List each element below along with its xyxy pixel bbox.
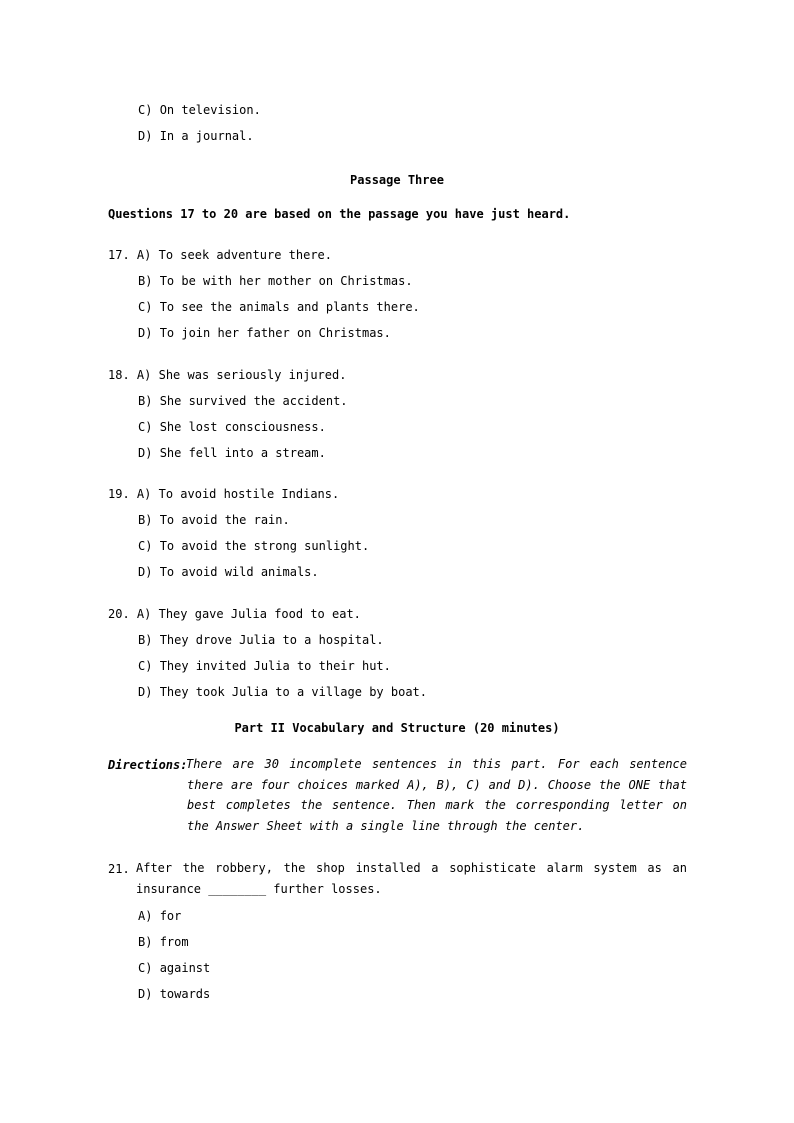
question-21-option-d [138,986,210,1002]
question-number: 17. [108,248,130,262]
option-text: They gave Julia food to eat. [158,607,361,621]
option-text: To avoid the strong sunlight. [159,539,370,553]
question-21-option-b [138,934,189,950]
option-letter: C) [138,300,153,314]
question-17 [108,247,332,263]
option-letter: B) [138,513,153,527]
option-prev-c [138,102,261,118]
question-17-option-b [138,273,413,289]
option-letter: B) [138,633,153,647]
option-text: They drove Julia to a hospital. [159,633,384,647]
option-letter: C) [138,539,153,553]
option-text: To seek adventure there. [158,248,332,262]
option-text: They took Julia to a village by boat. [159,685,427,699]
question-21-option-c [138,960,210,976]
option-letter: D) [138,565,153,579]
option-text: She was seriously injured. [158,368,347,382]
question-number: 19. [108,487,130,501]
option-letter: B) [138,394,153,408]
question-19 [108,486,339,502]
option-letter: D) [138,129,153,143]
option-text: To be with her mother on Christmas. [159,274,413,288]
question-18 [108,367,346,383]
question-17-option-c [138,299,420,315]
question-21-number: 21. [108,862,130,876]
question-19-option-b [138,512,290,528]
option-prev-d [138,128,254,144]
option-text: To avoid the rain. [159,513,290,527]
option-letter: B) [138,935,153,949]
question-20-option-c [138,658,391,674]
option-text: In a journal. [159,129,254,143]
option-letter: A) [136,487,152,501]
option-letter: D) [138,685,153,699]
option-text: To join her father on Christmas. [159,326,391,340]
option-text: To avoid wild animals. [159,565,319,579]
option-text: To avoid hostile Indians. [158,487,340,501]
question-19-option-d [138,564,319,580]
option-text: She lost consciousness. [159,420,326,434]
option-letter: C) [138,103,153,117]
question-number: 20. [108,607,130,621]
question-20-option-d [138,684,427,700]
question-21-option-a [138,908,181,924]
option-text: for [159,909,182,923]
option-letter: C) [138,659,153,673]
option-text: against [159,961,211,975]
option-text: She fell into a stream. [159,446,326,460]
option-letter: D) [138,446,153,460]
option-text: from [159,935,189,949]
question-17-option-d [138,325,391,341]
question-18-option-b [138,393,348,409]
directions-text: There are 30 incomplete sentences in this part. For each sentence there are four choices marked A), B), C) and D). Choose the ONE that best completes the sentence. Then mark the corresponding letter on the Answer Sheet with a single line through the center. [186,757,687,833]
questions-intro: Questions 17 to 20 are based on the passage you have just heard. [108,207,571,221]
option-letter: D) [138,987,153,1001]
option-text: To see the animals and plants there. [159,300,420,314]
option-text: On television. [159,103,261,117]
option-letter: A) [138,909,153,923]
option-letter: D) [138,326,153,340]
option-letter: B) [138,274,153,288]
option-letter: A) [136,607,152,621]
option-letter: A) [136,248,152,262]
question-18-option-d [138,445,326,461]
question-20 [108,606,361,622]
question-number: 18. [108,368,130,382]
question-18-option-c [138,419,326,435]
option-letter: C) [138,420,153,434]
passage-title: Passage Three [350,173,444,187]
question-21-stem: After the robbery, the shop installed a sophisticate alarm system as an insurance ________ further losses. [136,861,687,896]
option-letter: A) [136,368,152,382]
directions-label: Directions: [108,758,188,772]
option-text: towards [159,987,211,1001]
option-text: They invited Julia to their hut. [159,659,391,673]
question-20-option-b [138,632,384,648]
part-title: Part II Vocabulary and Structure (20 minutes) [234,721,560,735]
question-19-option-c [138,538,369,554]
option-letter: C) [138,961,153,975]
option-text: She survived the accident. [159,394,348,408]
